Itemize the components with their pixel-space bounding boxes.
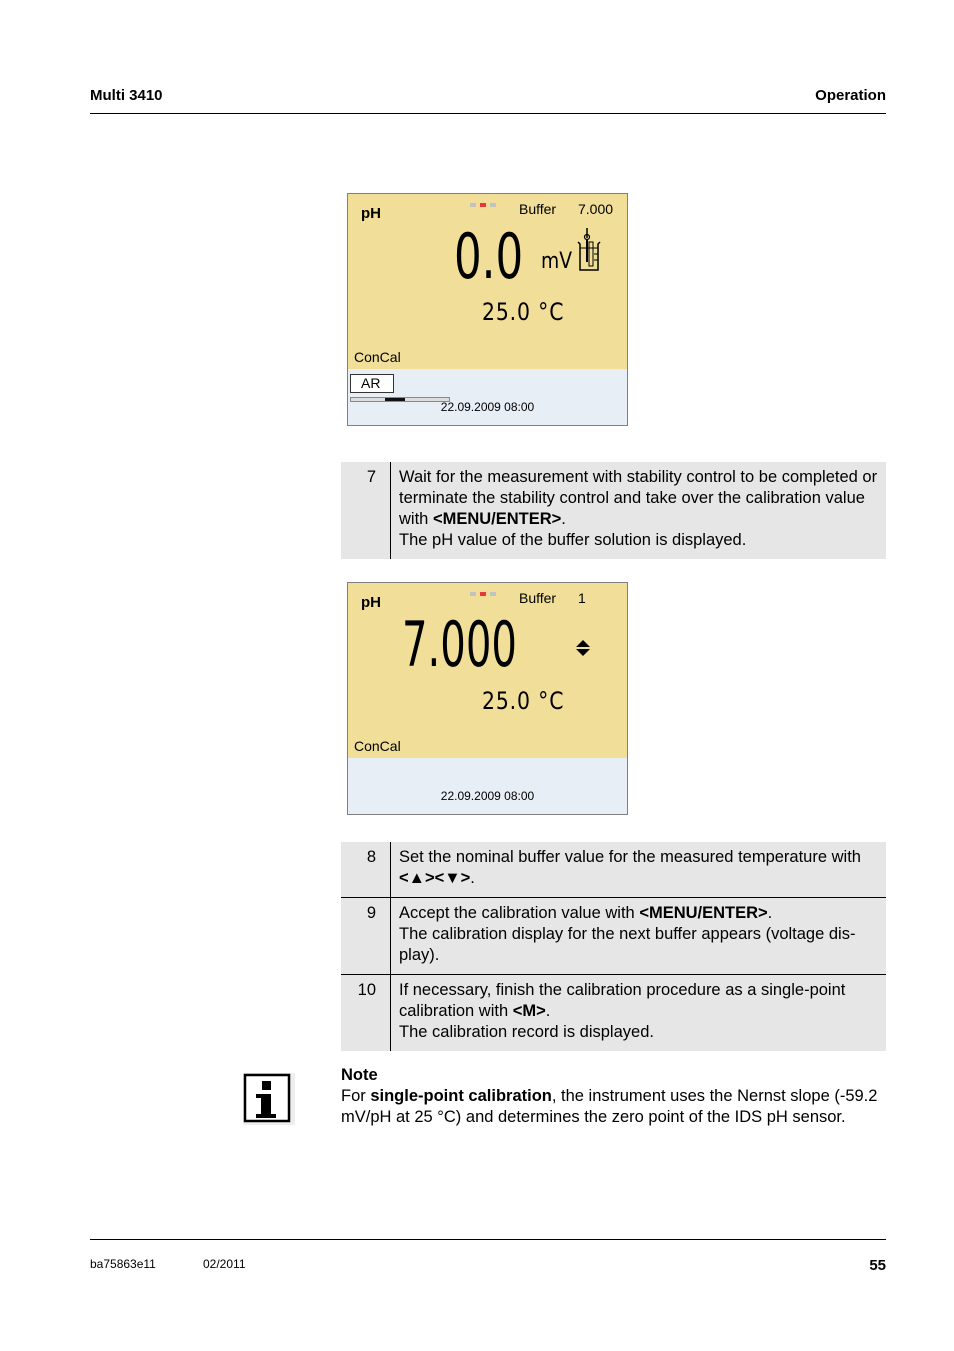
main-value: 7.000 <box>402 608 517 681</box>
page-number: 55 <box>869 1257 886 1274</box>
display-datetime: 22.09.2009 08:00 <box>440 400 535 414</box>
footer-date: 02/2011 <box>203 1257 246 1271</box>
step-result: The calibration record is displayed. <box>399 1023 654 1041</box>
table-row <box>341 975 886 1052</box>
calibration-mode-label: ConCal <box>354 738 401 754</box>
step-text-end: . <box>545 1002 551 1020</box>
up-down-arrows-icon <box>575 639 591 657</box>
table-row <box>341 898 886 975</box>
key-name: <▲><▼> <box>399 869 471 887</box>
parameter-label: pH <box>361 205 381 222</box>
buffer-label: Buffer <box>519 201 557 217</box>
parameter-label: pH <box>361 594 381 611</box>
step-text-part: If necessary, finish the calibration procedure as a single-point calibration with <box>399 981 846 1020</box>
step-text-end: . <box>470 869 475 887</box>
note-emphasis: single-point calibration <box>370 1087 552 1105</box>
main-unit: mV <box>541 249 573 274</box>
display-screenshot-mv <box>347 193 628 426</box>
step-text <box>391 898 887 975</box>
note-text-part: For <box>341 1087 371 1105</box>
beaker-electrode-icon <box>576 228 602 272</box>
temperature-value: 25.0 °C <box>482 687 565 715</box>
step-text <box>391 462 887 559</box>
header-section-title: Operation <box>815 87 886 104</box>
steps-table-a <box>341 462 886 559</box>
status-dots <box>470 583 504 587</box>
step-number: 10 <box>341 975 391 1052</box>
step-number: 7 <box>341 462 391 559</box>
step-result: The calibration display for the next buffer appears (voltage dis-play). <box>399 925 856 964</box>
key-name: <MENU/ENTER> <box>639 904 768 922</box>
temperature-value: 25.0 °C <box>482 298 565 326</box>
buffer-value: 1 <box>578 590 586 606</box>
calibration-mode-label: ConCal <box>354 349 401 365</box>
step-number: 8 <box>341 842 391 898</box>
step-text-part: Set the nominal buffer value for the measured temperature with <box>399 848 861 866</box>
display-screenshot-ph <box>347 582 628 815</box>
step-text-end: . <box>767 904 773 922</box>
ar-indicator: AR <box>350 374 394 393</box>
step-result: The pH value of the buffer solution is displayed. <box>399 531 747 549</box>
note-text <box>341 1086 886 1128</box>
step-text <box>391 975 887 1052</box>
step-number: 9 <box>341 898 391 975</box>
step-text-part: Accept the calibration value with <box>399 904 640 922</box>
header-rule <box>90 113 886 114</box>
buffer-label: Buffer <box>519 590 557 606</box>
steps-table-b <box>341 842 886 1051</box>
step-text <box>391 842 887 898</box>
table-row <box>341 462 886 559</box>
key-name: <M> <box>512 1002 546 1020</box>
footer-doc-id: ba75863e11 <box>90 1257 156 1271</box>
note-text-rest: , the instrument uses the Nernst slope (-59.2 mV/pH at 25 °C) and determines the zero point of the IDS pH sensor. <box>341 1087 878 1126</box>
display-datetime: 22.09.2009 08:00 <box>440 789 535 803</box>
note-title: Note <box>341 1066 378 1084</box>
step-text-part: Wait for the measurement with stability control to be completed or terminate the stability control and take over the calibration value with <box>399 468 878 528</box>
status-dots <box>470 194 504 198</box>
main-value: 0.0 <box>454 220 524 293</box>
header-manual-title: Multi 3410 <box>90 87 163 104</box>
footer-rule <box>90 1239 886 1240</box>
key-name: <MENU/ENTER> <box>432 510 562 528</box>
step-text-end: . <box>561 510 566 528</box>
info-icon <box>243 1073 295 1125</box>
table-row <box>341 842 886 898</box>
buffer-value: 7.000 <box>578 201 614 217</box>
